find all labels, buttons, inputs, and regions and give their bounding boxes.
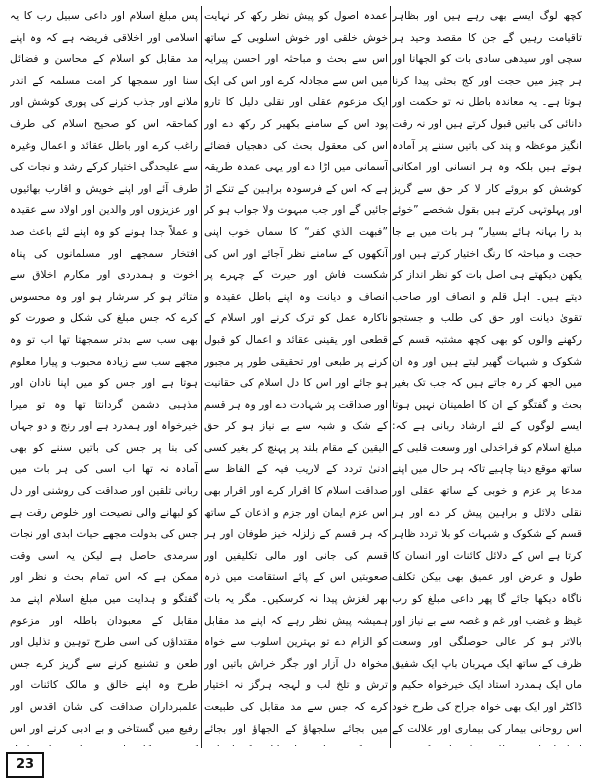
column-text: عمدہ اصول کو پیش نظر رکھ کر نہایت خوش خلقی اور خوش اسلوبی کے ساتھ اس سے بحث و مباحثہ اور احسن پیرایہ میں اس سے مجادلہ کرے اور اس کی ایک ایک مزعوم عقلی اور نقلی دلیل کا تارو پود اس کے سامنے بکھیر کر رکھ دے اور اس کی معقول بحث کی دھجیاں فضائے آسمانی میں اڑا دے اور یہی عمدہ طریقہ ہے کہ اس کے فرسودہ براہین کے تنکے اڑ جائیں گے اور جب مبہوت ولا جواب ہو کر ”فبهت الذي كفر“ کا سماں خوب اپنی آنکھوں کے سامنے نظر آجائے اور اس کی شکست فاش اور حیرت کے چہرے پر انصاف و دیانت وہ اپنے باطل عقیدہ و ناکارہ عمل کو ترک کرنے اور اسلام کے قطعی اور یقینی عقائد و اعمال کو قبول کرنے پر طبعی اور تحقیقی طور پر مجبور ہو جائے اور اس کا دل اسلام کی حقانیت اور صداقت پر شہادت دے اور وہ ہر قسم کے شک و شبہ سے بے نیاز ہو کر حق الیقین کے مقام بلند پر پہنچ کر بغیر کسی ادنیٰ تردد کے لاریب فیہ کے الفاظ سے صداقت اسلام کا اقرار کرے اور اقرار بھی اس عزم ایمان اور جزم و اذعان کے ساتھ کہ ہر قسم کے زلزلہ خیز طوفان اور ہر قسم کی جانی اور مالی تکلیفیں اور صعوبتیں اس کے پائے استقامت میں ذرہ بھر لغزش پیدا نہ کرسکیں۔ مگر یہ بات ہمیشہ پیش نظر رہے کہ اپنے مد مقابل کو الزام دے تو بہترین اسلوب سے خواہ مخواہ دل آزار اور جگر خراش باتیں اور ترش و تلخ لب و لہجہ ہرگز نہ اختیار کرے کہ جس سے مد مقابل کی طبیعت میں بجائے سلجھاؤ کے الجھاؤ اور بجائے (204, 10, 388, 735)
column-text: کچھ لوگ ایسے بھی رہے ہیں اور بظاہر تاقیامت رہیں گے جن کا مقصد وحید ہر سچی اور سیدھی سادی بات کو الجھانا اور ہر چیز میں حجت اور کج بحثی پیدا کرنا ہوتا ہے۔ یہ معاندہ باطل نہ تو حکمت اور دانائی کی باتیں قبول کرتے ہیں اور نہ رقت انگیز موعظہ و پند کی باتیں سننے پر آمادہ ہوتے ہیں بلکہ وہ ہر انسانی اور امکانی کوشش کو بروئے کار لا کر حق سے گریز اور پہلوتہی کرتے ہیں بقول شخصے ”خوئے بد را بہانہ ہائے بسیار“ ہر بات میں بے جا حجت و مباحثہ کا رنگ اختیار کرتے ہیں اور یکھن دیکھتے ہی اصل بات کو نظر انداز کر دیتے ہیں۔ اہل قلم و انصاف اور صاحب تقویٰ دیانت اور حق کی طلب و جستجو رکھنے والوں کو بھی کچھ مشتبہ قسم کے شکوک و شبہات گھیر لیتے ہیں اور وہ ان میں الجھ کر رہ جاتے ہیں کہ جب تک بغیر بحث و گفتگو کے ان کا اطمینان نہیں ہوتا ایسے لوگوں کے لئے ارشاد ربانی ہے کہ: مبلغ اسلام کو فراخدلی اور وسعت قلبی کے ساتھ موقع دینا چاہیے تاکہ ہر حال میں اپنے مدعا پر عزم و خوبی کے ساتھ عقلی اور نقلی دلائل و براہین پیش کر دے اور ہر قسم کے شکوک و شبہات کو بلا تردد ظاہر کرتا ہے اس کے دلائل کائنات اور انسان کا طول و عرض اور عمیق بھی بیکن تکلف ناگاہ دیکھا جائے گا پھر داعی مبلغ کو رب غیظ و غضب اور غم و غصہ سے بے نیاز اور بالاتر ہو کر عالی حوصلگی اور وسعت ظرف کے ساتھ ایک مہربان باپ ایک شفیق ماں ایک ہمدرد استاد ایک خیرخواہ حکیم و ڈاکٹر اور ایک بھی خواہ جراح کی طرح خود اس روحانی بیمار کی بیماری اور علالت کے (392, 10, 582, 735)
text-column-left (10, 6, 198, 746)
text-column-middle (204, 6, 388, 746)
column-text: پس مبلغ اسلام اور داعی سبیل رب کا یہ اسلامی اور اخلاقی فریضہ ہے کہ وہ اپنے مد مقابل کو اسلام کے محاسن و فضائل سنا اور سمجھا کر امت مسلمہ کے اندر ملانے اور جذب کرنے کی پوری کوشش اور کماحقہ اس کو صحیح اسلام کی طرف راغب کرے اور باطل عقائد و اعمال وغیرہ سے علیحدگی اختیار کرکے رشد و نجات کی طرف آئے اور اپنے خویش و اقارب بھائیوں اور عزیزوں اور والدین اور اولاد سے عقیدہ و عملاً جدا ہونے کو وہ اپنے لئے باعث صد افتخار سمجھے اور مسلمانوں کی پناہ اخوت و ہمدردی اور مکارم اخلاق سے متاثر ہو کر سرشار ہو اور وہ محسوس کرے کہ جس مبلغ کی شکل و صورت کو بھی سب سے بدتر سمجھتا تھا اب تو وہ مجھے سب سے زیادہ محبوب و پیارا معلوم ہوتا ہے اور جس کو میں اپنا نادان اور مذہبی دشمن گردانتا تھا وہ تو میرا خیرخواہ اور ہمدرد ہے اور رنج و دو جہاں کی بنا پر جس کی باتیں سننے کو بھی آمادہ نہ تھا اب اسی کی ہر بات میں ربانی تلقین اور صداقت کی روشنی اور دل کو لبھانے والی نصیحت اور خلوص رقت ہے جس کی بدولت مجھے حیات ابدی اور نجات سرمدی حاصل ہے لیکن یہ اسی وقت ممکن ہے کہ اس تمام بحث و نظر اور گفتگو و ہدایت میں مبلغ اسلام اپنے مد مقابل کے معبودان باطلہ اور مزعوم مقتداؤں کی اسی طرح توہین و تذلیل اور طعن و تشنیع کرنے سے گریز کرے جس طرح وہ اپنے خالق و مالک کائنات اور علمبرداران صداقت کی شان اقدس اور رفیع میں گستاخی و بے ادبی کرنے اور اس (10, 10, 198, 735)
column-divider (201, 6, 202, 748)
page-number: 23 (6, 752, 44, 778)
text-column-right (392, 6, 582, 746)
column-divider (390, 6, 391, 748)
